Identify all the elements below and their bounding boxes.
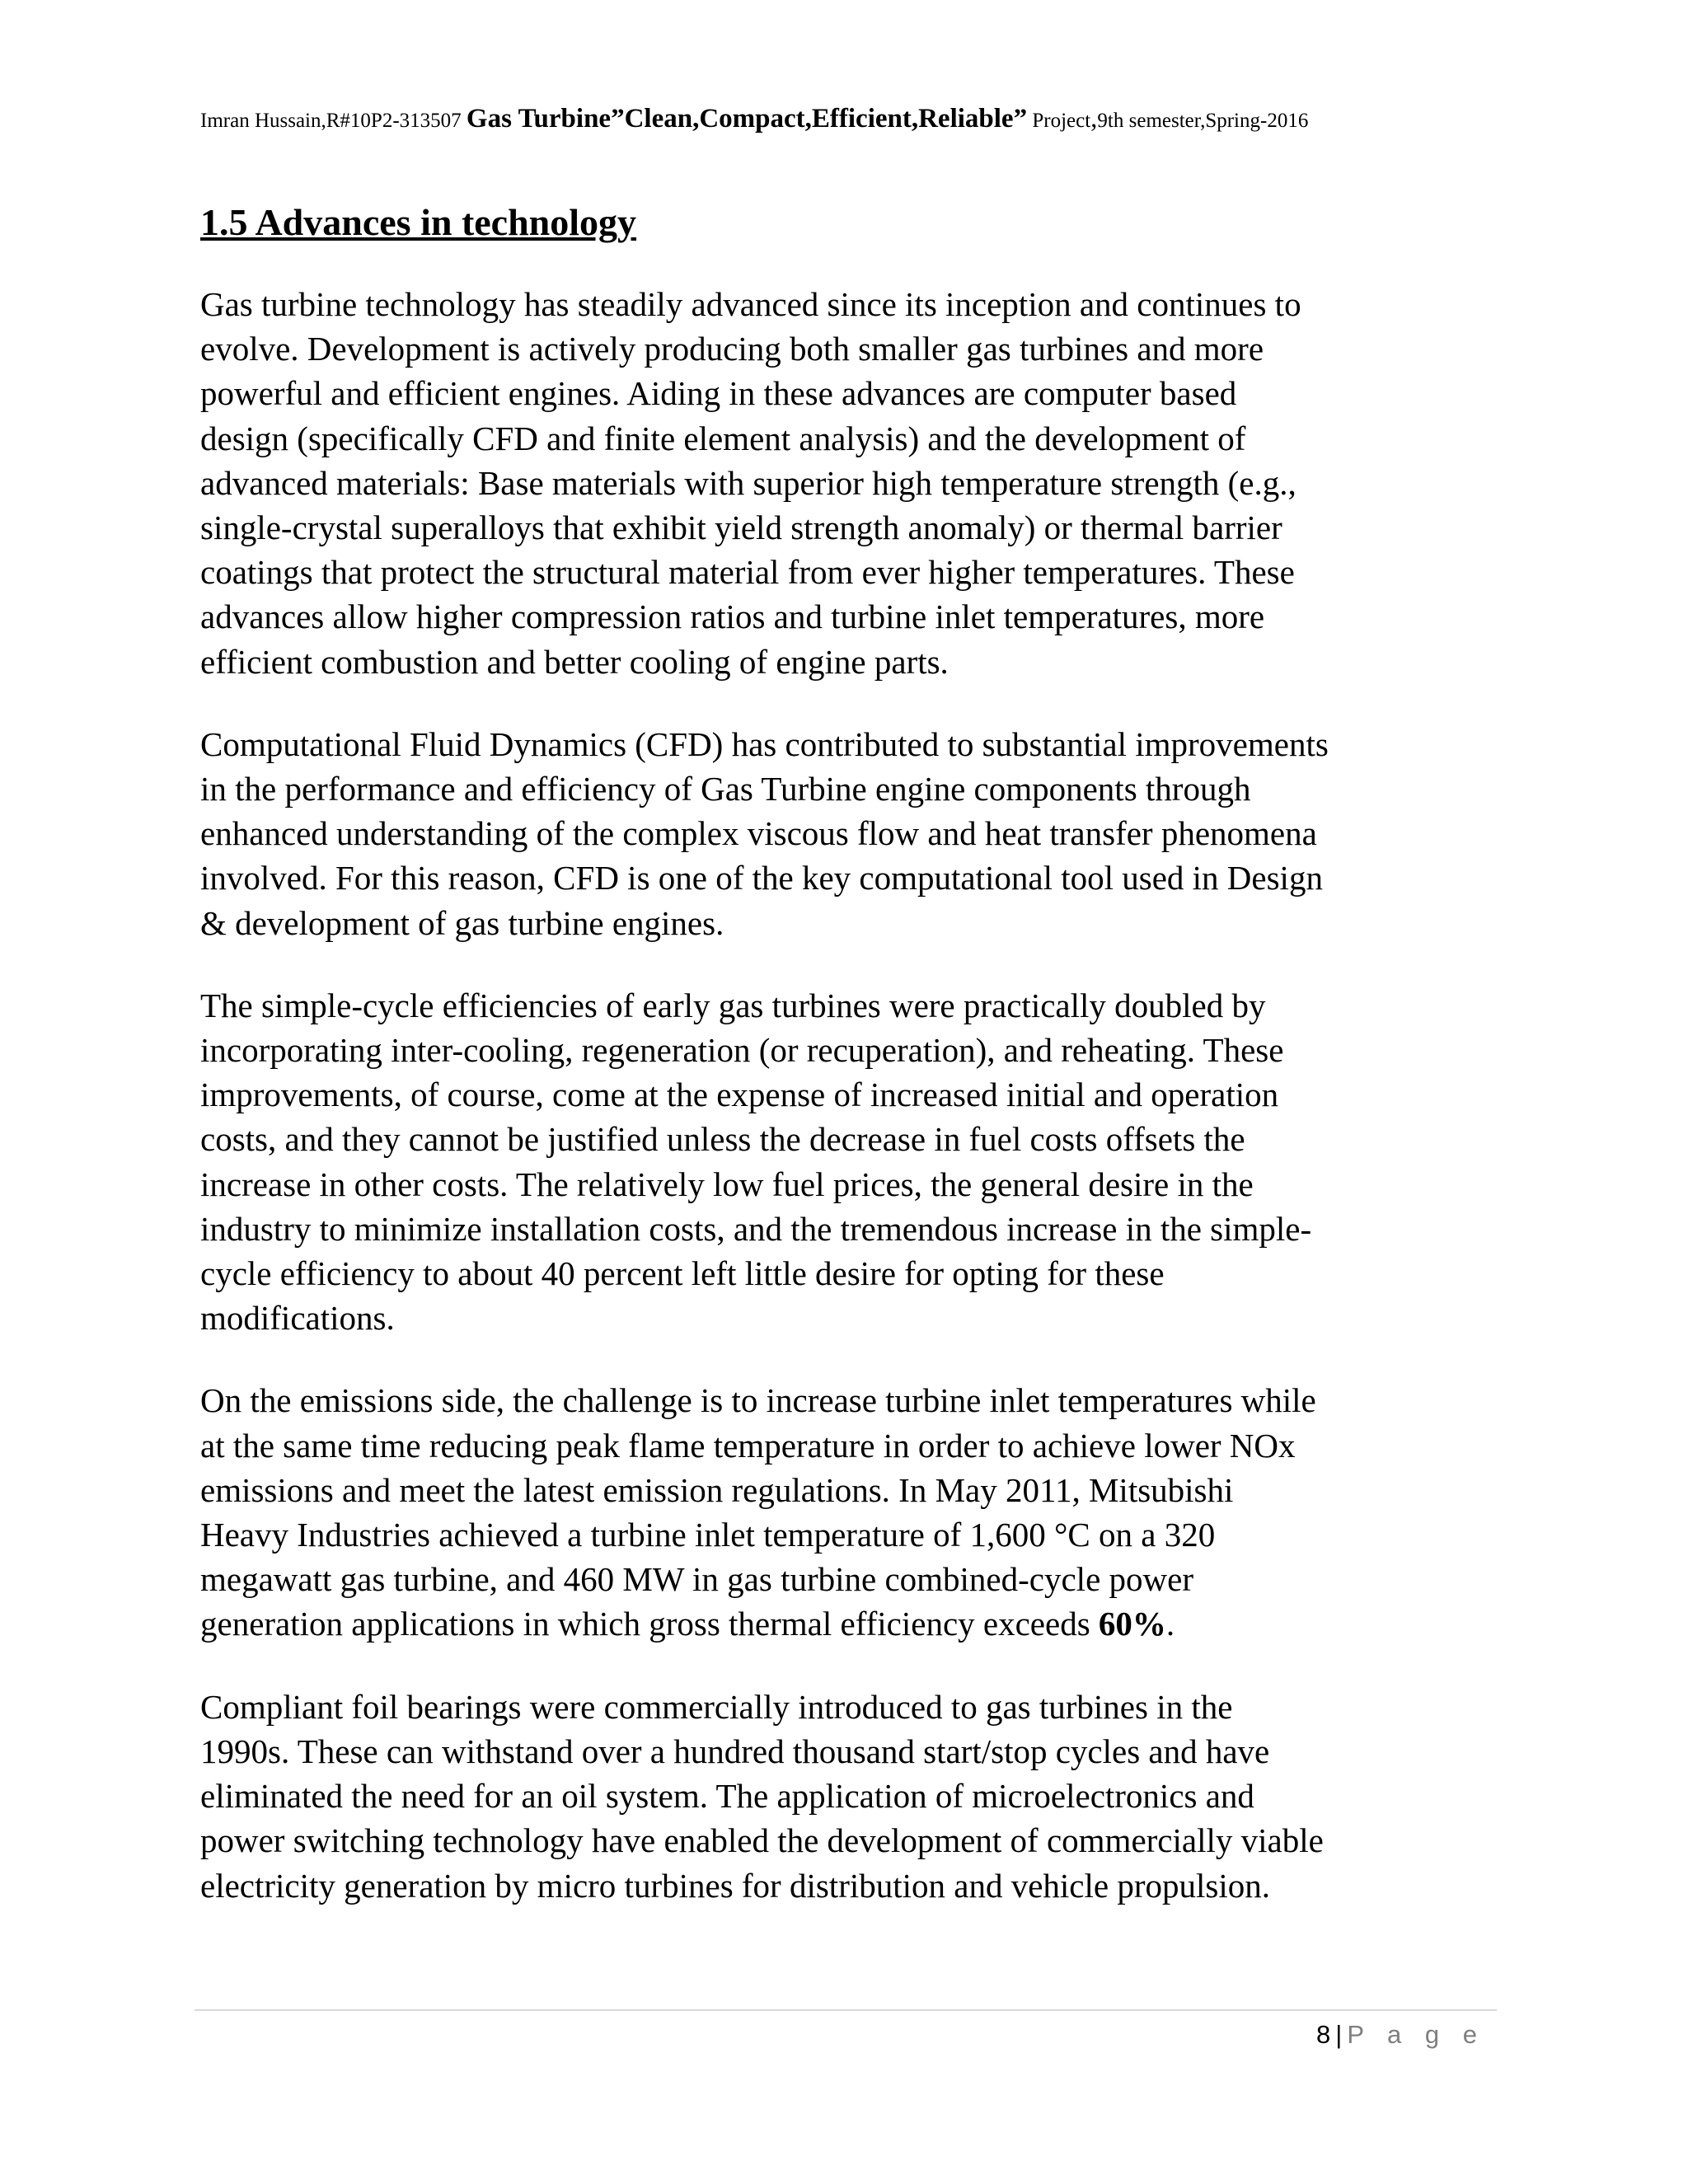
page-number: 8 [1316,2020,1331,2049]
text-line: at the same time reducing peak flame temperature in order to achieve lower NOx [200,1426,1296,1465]
text-run: generation applications in which gross thermal efficiency exceeds [200,1605,1099,1643]
header-semester: 9th semester,Spring-2016 [1097,110,1309,132]
page-label: P a g e [1347,2020,1485,2049]
text-line: Gas turbine technology has steadily advanced since its inception and continues to [200,285,1301,323]
text-run: . [1165,1605,1175,1643]
text-line: improvements, of course, come at the expense of increased initial and operation [200,1076,1279,1114]
running-header [200,99,1494,141]
text-line: cycle efficiency to about 40 percent left little desire for opting for these [200,1254,1165,1293]
text-line: design (specifically CFD and finite element analysis) and the development of [200,419,1246,457]
text-line: coatings that protect the structural material from ever higher temperatures. These [200,553,1295,592]
header-title: Gas Turbine”Clean,Compact,Efficient,Reliable” [466,104,1028,134]
text-line: increase in other costs. The relatively low fuel prices, the general desire in the [200,1165,1254,1203]
text-line: incorporating inter-cooling, regeneration (or recuperation), and reheating. These [200,1031,1284,1070]
text-line: Heavy Industries achieved a turbine inlet temperature of 1,600 °C on a 320 [200,1516,1216,1554]
paragraph-technology-advances [200,282,1503,684]
text-line: involved. For this reason, CFD is one of the key computational tool used in Design [200,859,1323,898]
header-project: Project [1032,110,1091,132]
text-line: The simple-cycle efficiencies of early gas turbines were practically doubled by [200,986,1266,1024]
text-line: powerful and efficient engines. Aiding in these advances are computer based [200,374,1237,413]
text-line: in the performance and efficiency of Gas Turbine engine components through [200,770,1251,808]
header-author: Imran Hussain,R#10P2-313507 [200,110,462,132]
text-line: advances allow higher compression ratios and turbine inlet temperatures, more [200,598,1265,636]
efficiency-value: 60% [1098,1605,1166,1643]
text-line: industry to minimize installation costs, and the tremendous increase in the simple- [200,1209,1312,1248]
text-line: evolve. Development is actively producing both smaller gas turbines and more [200,330,1264,368]
text-line: On the emissions side, the challenge is to increase turbine inlet temperatures while [200,1381,1316,1420]
text-line: costs, and they cannot be justified unless the decrease in fuel costs offsets the [200,1120,1245,1159]
text-line: advanced materials: Base materials with superior high temperature strength (e.g., [200,463,1296,502]
paragraph-cfd [200,722,1503,945]
text-line: Computational Fluid Dynamics (CFD) has contributed to substantial improvements [200,724,1329,763]
text-line: electricity generation by micro turbines for distribution and vehicle propulsion. [200,1866,1270,1905]
page-footer [1316,2017,1485,2053]
text-line: power switching technology have enabled the development of commercially viable [200,1821,1324,1860]
text-line: eliminated the need for an oil system. The application of microelectronics and [200,1777,1254,1816]
section-heading: 1.5 Advances in technology [200,201,637,243]
paragraph-emissions [200,1378,1503,1646]
text-line: Compliant foil bearings were commercially introduced to gas turbines in the [200,1687,1233,1726]
text-line: emissions and meet the latest emission regulations. In May 2011, Mitsubishi [200,1470,1234,1509]
text-line: modifications. [200,1299,395,1338]
footer-separator: | [1335,2020,1343,2049]
text-line: & development of gas turbine engines. [200,903,724,942]
paragraph-foil-bearings [200,1685,1503,1908]
paragraph-simple-cycle [200,983,1503,1341]
header-comma: , [1090,104,1098,134]
text-line: efficient combustion and better cooling of engine parts. [200,642,949,681]
text-line: single-crystal superalloys that exhibit yield strength anomaly) or thermal barrier [200,509,1282,547]
footer-divider [195,2009,1497,2011]
section-body [200,282,1503,1946]
text-line: 1990s. These can withstand over a hundred thousand start/stop cycles and have [200,1732,1270,1770]
text-line: megawatt gas turbine, and 460 MW in gas turbine combined-cycle power [200,1560,1193,1599]
text-line: enhanced understanding of the complex viscous flow and heat transfer phenomena [200,814,1317,853]
text-line [200,1601,1503,1646]
